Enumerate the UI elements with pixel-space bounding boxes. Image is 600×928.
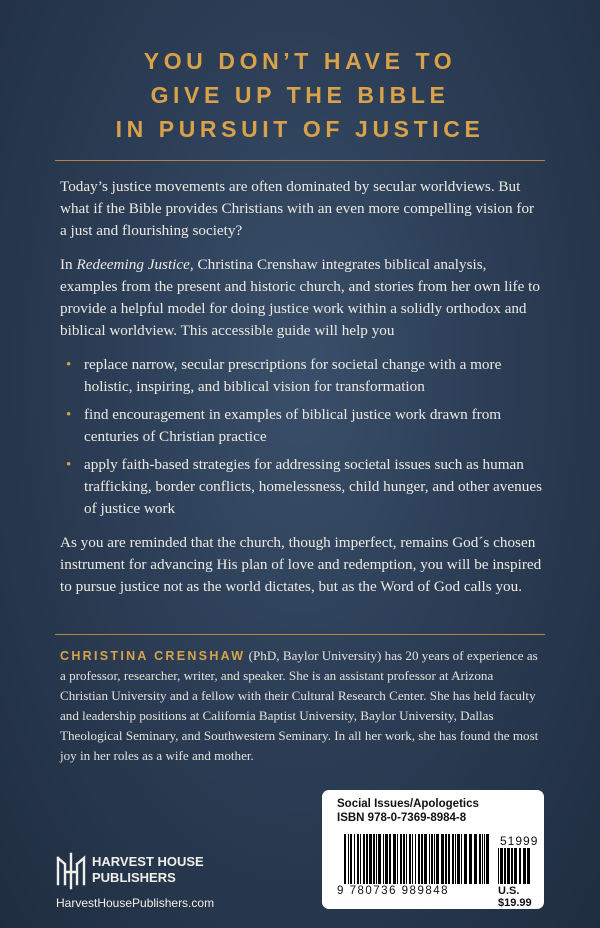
benefit-list: [60, 354, 542, 520]
p2-rest: , Christina Crenshaw integrates biblical analysis, examples from the present and historic church, and stories from her own life to provide a helpful model for doing justice work within a solidly orthodox and biblical worldview. This accessible guide will help you: [60, 256, 540, 339]
top-divider: [55, 160, 545, 161]
book-title: Redeeming Justice: [76, 256, 190, 273]
author-bio: [60, 646, 544, 766]
publisher-line-2: PUBLISHERS: [92, 870, 176, 885]
publisher-line-1: HARVEST HOUSE: [92, 854, 204, 869]
isbn-barcode: [344, 834, 490, 884]
bullet-icon: •: [66, 356, 72, 373]
second-paragraph: [60, 254, 542, 342]
headline-line-1: YOU DON’T HAVE TO: [143, 48, 457, 74]
barcode-panel: [322, 790, 544, 909]
author-bio-text: (PhD, Baylor University) has 20 years of experience as a professor, researcher, writer, and speaker. She is an assistant professor at Arizona Christian University and a fellow with their Cultural Research Center. She has held faculty and leadership positions at California Baptist University, Baylor University, Dallas Theological Seminary, and Southwestern Seminary. In all her work, she has found the most joy in her roles as a wife and mother.: [60, 648, 539, 763]
bullet-icon: •: [66, 456, 72, 473]
price-code: 51999: [500, 834, 539, 848]
price-label: U.S. $19.99: [498, 885, 532, 909]
bullet-icon: •: [66, 406, 72, 423]
list-item: [66, 354, 542, 398]
publisher-url: HarvestHousePublishers.com: [56, 896, 215, 910]
headline-line-3: IN PURSUIT OF JUSTICE: [115, 116, 485, 142]
price-barcode: [498, 848, 534, 884]
list-item-text: replace narrow, secular prescriptions for societal change with a more holistic, inspiring, and biblical vision for transformation: [84, 356, 502, 395]
list-item-text: find encouragement in examples of biblical justice work drawn from centuries of Christian practice: [84, 406, 502, 445]
isbn-label: ISBN 978-0-7369-8984-8: [337, 812, 467, 824]
harvest-house-logo-icon: [56, 852, 86, 892]
barcode-digits: 9 780736 989848: [337, 885, 450, 897]
bottom-divider: [55, 634, 545, 635]
list-item-text: apply faith-based strategies for addressing societal issues such as human trafficking, border conflicts, homelessness, child hunger, and other avenues of justice work: [84, 456, 542, 517]
publisher-logo: [56, 852, 276, 912]
headline: [0, 44, 600, 146]
list-item: [66, 454, 542, 520]
description: [60, 176, 542, 610]
p2-prefix: In: [60, 256, 77, 273]
intro-paragraph: Today’s justice movements are often dominated by secular worldviews. But what if the Bible provides Christians with an even more compelling vision for a just and flourishing society?: [60, 178, 535, 239]
author-name: CHRISTINA CRENSHAW: [60, 649, 246, 663]
headline-line-2: GIVE UP THE BIBLE: [150, 82, 450, 108]
closing-paragraph: As you are reminded that the church, though imperfect, remains God´s chosen instrument for advancing His plan of love and redemption, you will be inspired to pursue justice not as the world dictates, but as the Word of God calls you.: [60, 534, 542, 595]
list-item: [66, 404, 542, 448]
publisher-name: [92, 854, 204, 886]
category-label: Social Issues/Apologetics: [337, 798, 479, 810]
